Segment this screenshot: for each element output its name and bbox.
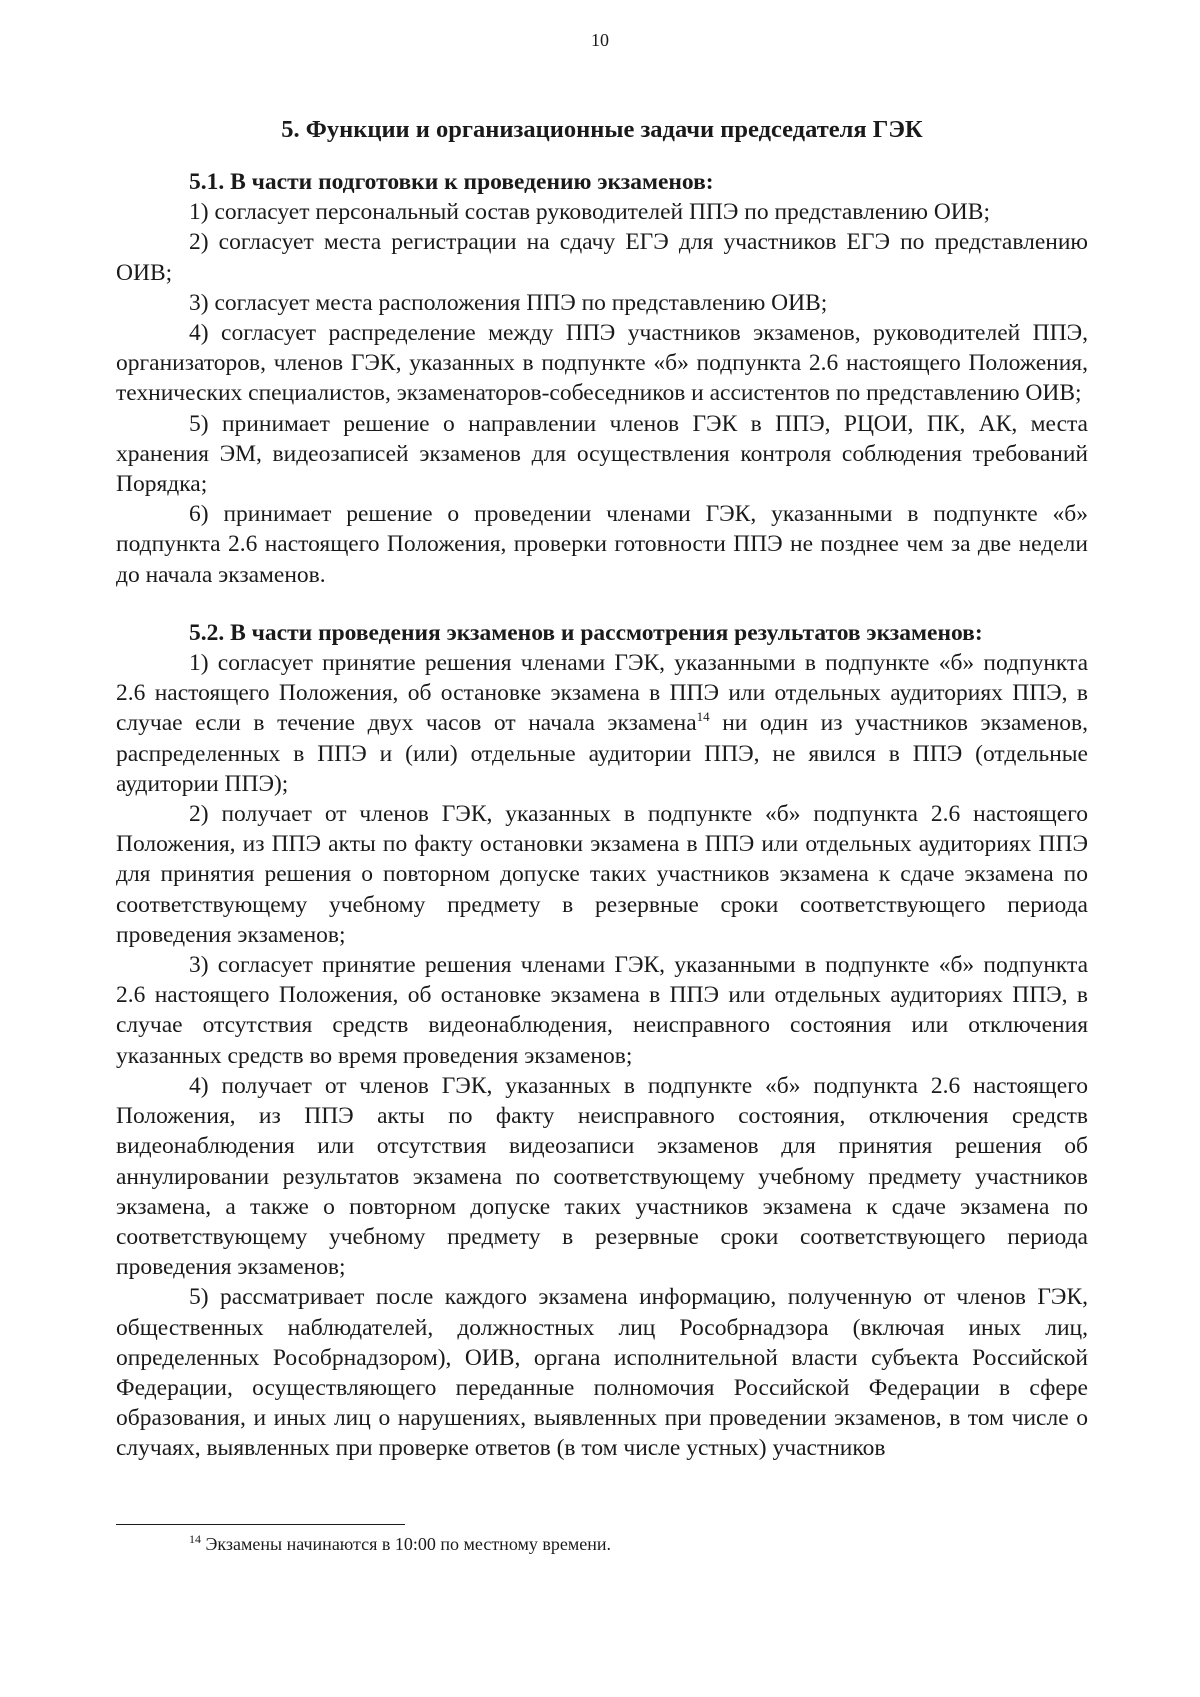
footnote-reference[interactable]: 14 — [696, 709, 710, 725]
subsection-heading-5-2: 5.2. В части проведения экзаменов и рассмотрения результатов экзаменов: — [189, 619, 983, 646]
paragraph-5-2-1-text-start: 1) согласует принятие решения членами ГЭК, указанными в подпункте «б» подпункта 2.6 настоящего Положения, об остановке экзамена в ППЭ или отдельных аудиториях ППЭ, в случае если в течение двух часов от начала экзамена — [116, 650, 1088, 737]
subsection-heading-5-1: 5.1. В части подготовки к проведению экзаменов: — [189, 169, 714, 195]
page-number: 10 — [591, 30, 609, 50]
paragraph-5-2-5: 5) рассматривает после каждого экзамена информацию, полученную от членов ГЭК, общественных наблюдателей, должностных лиц Рособрнадзора (включая иных лиц, определенных Рособрнадзором), ОИВ, органа исполнительной власти субъекта Российской Федерации, осуществляющего переданные полномочия Российской Федерации в сфере образования, и иных лиц о нарушениях, выявленных при проведении экзаменов, в том числе о случаях, выявленных при проверке ответов (в том числе устных) участников — [116, 1284, 1088, 1462]
footnote — [189, 1533, 1089, 1555]
paragraph-5-2-2: 2) получает от членов ГЭК, указанных в подпункте «б» подпункта 2.6 настоящего Положения, из ППЭ акты по факту остановки экзамена в ППЭ или отдельных аудиториях ППЭ для принятия решения о повторном допуске таких участников экзамена к сдаче экзамена по соответствующему учебному предмету в резервные сроки соответствующего периода проведения экзаменов; — [116, 801, 1088, 948]
paragraph-5-2-1 — [116, 648, 1088, 799]
paragraph-5-2-3: 3) согласует принятие решения членами ГЭК, указанными в подпункте «б» подпункта 2.6 настоящего Положения, об остановке экзамена в ППЭ или отдельных аудиториях ППЭ, в случае отсутствия средств видеонаблюдения, неисправного состояния или отключения указанных средств во время проведения экзаменов; — [116, 952, 1088, 1069]
paragraph-5-1-5: 5) принимает решение о направлении членов ГЭК в ППЭ, РЦОИ, ПК, АК, места хранения ЭМ, видеозаписей экзаменов для осуществления контроля соблюдения требований Порядка; — [116, 410, 1088, 498]
paragraph-5-2-1-text-end: ни один из участников экзаменов, распределенных в ППЭ и (или) отдельные аудитории ППЭ, не явился в ППЭ (отдельные аудитории ППЭ); — [116, 710, 1088, 797]
section-spacer — [116, 590, 1088, 618]
paragraph-5-2-4: 4) получает от членов ГЭК, указанных в подпункте «б» подпункта 2.6 настоящего Положения, из ППЭ акты по факту неисправного состояния, отключения средств видеонаблюдения или отсутствия видеозаписи экзаменов для принятия решения об аннулировании результатов экзамена по соответствующему учебному предмету участников экзамена, а также о повторном допуске таких участников экзамена к сдаче экзамена по соответствующему учебному предмету в резервные сроки соответствующего периода проведения экзаменов; — [116, 1072, 1088, 1281]
footnote-number: 14 — [189, 1532, 201, 1546]
footnote-text: Экзамены начинаются в 10:00 по местному времени. — [201, 1534, 612, 1554]
paragraph-5-1-4: 4) согласует распределение между ППЭ участников экзаменов, руководителей ППЭ, организаторов, членов ГЭК, указанных в подпункте «б» подпункта 2.6 настоящего Положения, технических специалистов, экзаменаторов-собеседников и ассистентов по представлению ОИВ; — [116, 320, 1088, 407]
section-title: 5. Функции и организационные задачи председателя ГЭК — [281, 116, 923, 143]
document-body — [116, 113, 1088, 1464]
footnote-separator — [116, 1524, 405, 1525]
paragraph-5-1-6: 6) принимает решение о проведении членами ГЭК, указанными в подпункте «б» подпункта 2.6 настоящего Положения, проверки готовности ППЭ не позднее чем за две недели до начала экзаменов. — [116, 501, 1088, 588]
paragraph-5-1-2: 2) согласует места регистрации на сдачу ЕГЭ для участников ЕГЭ по представлению ОИВ; — [116, 229, 1088, 286]
paragraph-5-1-3: 3) согласует места расположения ППЭ по представлению ОИВ; — [189, 289, 828, 316]
paragraph-5-1-1: 1) согласует персональный состав руководителей ППЭ по представлению ОИВ; — [189, 199, 990, 226]
